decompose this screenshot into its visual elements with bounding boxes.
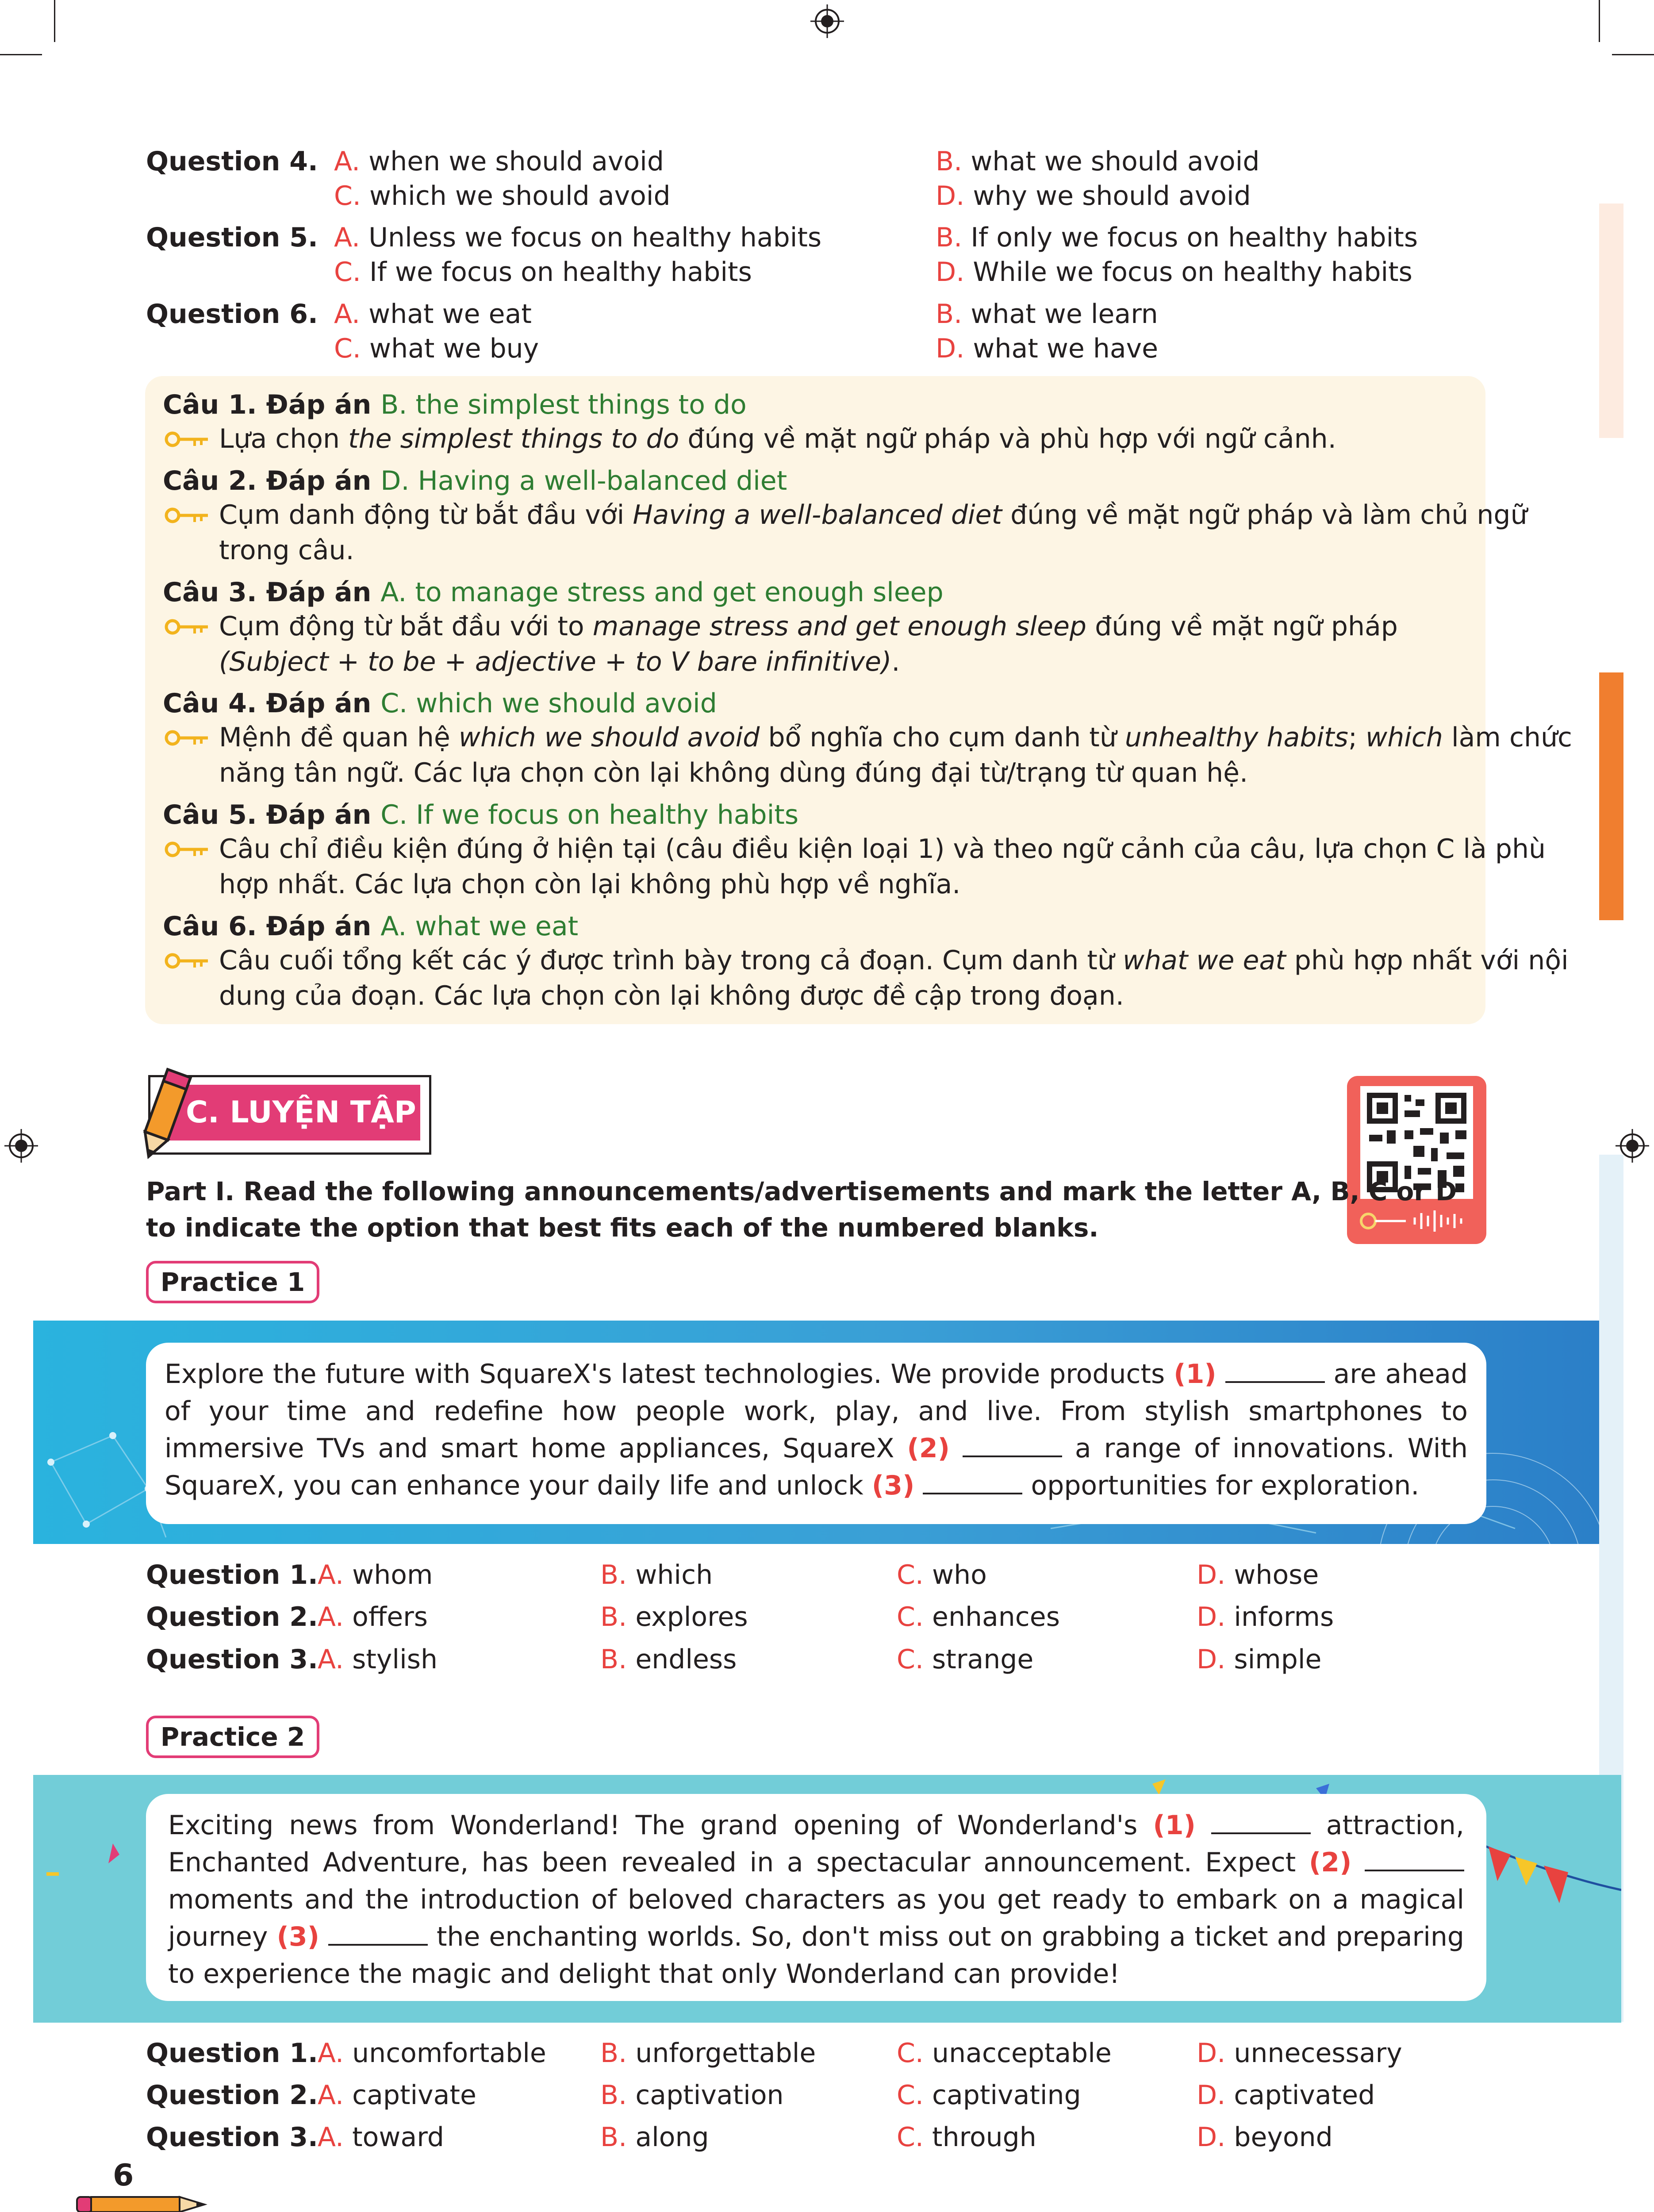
option[interactable]: D. whose (1197, 1559, 1319, 1590)
side-tab-light (1599, 204, 1623, 438)
practice-1-label: Practice 1 (146, 1261, 319, 1303)
blank-2[interactable] (1365, 1848, 1464, 1871)
key-icon (164, 950, 217, 972)
option[interactable]: D. informs (1197, 1601, 1334, 1632)
question-label: Question 1. (146, 1559, 318, 1590)
answer-heading: Câu 3. Đáp án (163, 577, 372, 608)
option[interactable]: B. If only we focus on healthy habits (936, 222, 1418, 253)
registration-mark-icon (810, 4, 844, 38)
practice-1-passage: Explore the future with SquareX's latest technologies. We provide products (1) are ahead of your time and redefine how people work, play, and live. From stylish smartphones to immersive TVs and smart home appliances, SquareX (2) a range of innovations. With SquareX, you can enhance your daily life and unlock (3) opportunities for exploration. (165, 1359, 1468, 1501)
pencil-icon (76, 2194, 209, 2212)
registration-mark-icon (4, 1129, 38, 1163)
question-label: Question 2. (146, 2080, 318, 2111)
key-icon (164, 428, 217, 450)
question-label: Question 2. (146, 1601, 318, 1632)
blank-3[interactable] (923, 1471, 1022, 1494)
answer-heading: Câu 5. Đáp án (163, 799, 372, 830)
option[interactable]: D. simple (1197, 1644, 1322, 1675)
key-icon (164, 727, 217, 749)
answer-heading: Câu 4. Đáp án (163, 688, 372, 719)
option[interactable]: D. beyond (1197, 2122, 1333, 2153)
option[interactable]: C. If we focus on healthy habits (334, 257, 752, 288)
blank-1[interactable] (1211, 1811, 1311, 1834)
practice-2-label: Practice 2 (146, 1716, 319, 1758)
option[interactable]: A. Unless we focus on healthy habits (334, 222, 822, 253)
blank-3[interactable] (328, 1923, 428, 1946)
option[interactable]: C. which we should avoid (334, 180, 671, 211)
key-icon (164, 616, 217, 638)
crop-mark (0, 54, 42, 55)
key-icon (164, 504, 217, 526)
option[interactable]: C. enhances (897, 1601, 1060, 1632)
option[interactable]: B. captivation (600, 2080, 784, 2111)
crop-mark (1599, 0, 1600, 42)
option[interactable]: B. which (600, 1559, 713, 1590)
question-label: Question 5. (146, 222, 318, 253)
page-number: 6 (113, 2158, 134, 2193)
option[interactable]: A. what we eat (334, 299, 532, 330)
option[interactable]: C. through (897, 2122, 1036, 2153)
question-label: Question 6. (146, 299, 318, 330)
question-label: Question 3. (146, 1644, 318, 1675)
option[interactable]: A. stylish (318, 1644, 438, 1675)
pencil-icon (133, 1062, 195, 1164)
section-title: C. LUYỆN TẬP (161, 1085, 420, 1141)
answer-choice: A. to manage stress and get enough sleep (380, 577, 944, 608)
option[interactable]: D. why we should avoid (936, 180, 1251, 211)
blank-1[interactable] (1225, 1360, 1325, 1383)
option[interactable]: A. whom (318, 1559, 433, 1590)
option[interactable]: C. strange (897, 1644, 1034, 1675)
option[interactable]: B. unforgettable (600, 2038, 816, 2069)
blank-2[interactable] (963, 1434, 1062, 1457)
crop-mark (54, 0, 55, 42)
answer-choice: A. what we eat (380, 911, 579, 942)
side-tab-orange (1599, 672, 1623, 920)
answer-heading: Câu 2. Đáp án (163, 465, 372, 496)
option[interactable]: B. what we learn (936, 299, 1158, 330)
option[interactable]: A. when we should avoid (334, 146, 664, 177)
answer-heading: Câu 6. Đáp án (163, 911, 372, 942)
answer-heading: Câu 1. Đáp án (163, 389, 372, 420)
question-label: Question 1. (146, 2038, 318, 2069)
option[interactable]: B. along (600, 2122, 709, 2153)
option[interactable]: A. offers (318, 1601, 428, 1632)
option[interactable]: B. endless (600, 1644, 737, 1675)
option[interactable]: D. captivated (1197, 2080, 1375, 2111)
option[interactable]: A. captivate (318, 2080, 476, 2111)
option[interactable]: D. what we have (936, 333, 1159, 364)
answer-choice: D. Having a well-balanced diet (380, 465, 787, 496)
option[interactable]: A. uncomfortable (318, 2038, 546, 2069)
practice-2-passage: Exciting news from Wonderland! The grand opening of Wonderland's (1) attraction, Enchanted Adventure, has been revealed in a spectacular announcement. Expect (2) moments and the introduction of beloved characters as you get ready to embark on a magical journey (3) the enchanting worlds. So, don't miss out on grabbing a ticket and preparing to experience the magic and delight that only Wonderland can provide! (168, 1810, 1464, 1989)
option[interactable]: D. While we focus on healthy habits (936, 257, 1412, 288)
option[interactable]: C. who (897, 1559, 987, 1590)
key-icon (164, 838, 217, 860)
option[interactable]: A. toward (318, 2122, 444, 2153)
answer-choice: C. If we focus on healthy habits (380, 799, 799, 830)
option[interactable]: D. unnecessary (1197, 2038, 1402, 2069)
option[interactable]: B. explores (600, 1601, 748, 1632)
crop-mark (1612, 54, 1654, 55)
question-label: Question 3. (146, 2122, 318, 2153)
option[interactable]: B. what we should avoid (936, 146, 1260, 177)
option[interactable]: C. what we buy (334, 333, 539, 364)
answer-choice: C. which we should avoid (380, 688, 717, 719)
option[interactable]: C. unacceptable (897, 2038, 1112, 2069)
answer-choice: B. the simplest things to do (380, 389, 747, 420)
option[interactable]: C. captivating (897, 2080, 1081, 2111)
part-instruction: Part I. Read the following announcements/advertisements and mark the letter A, B, C or D to indicate the option that best fits each of the numbered blanks. (146, 1176, 1457, 1243)
question-label: Question 4. (146, 146, 318, 177)
